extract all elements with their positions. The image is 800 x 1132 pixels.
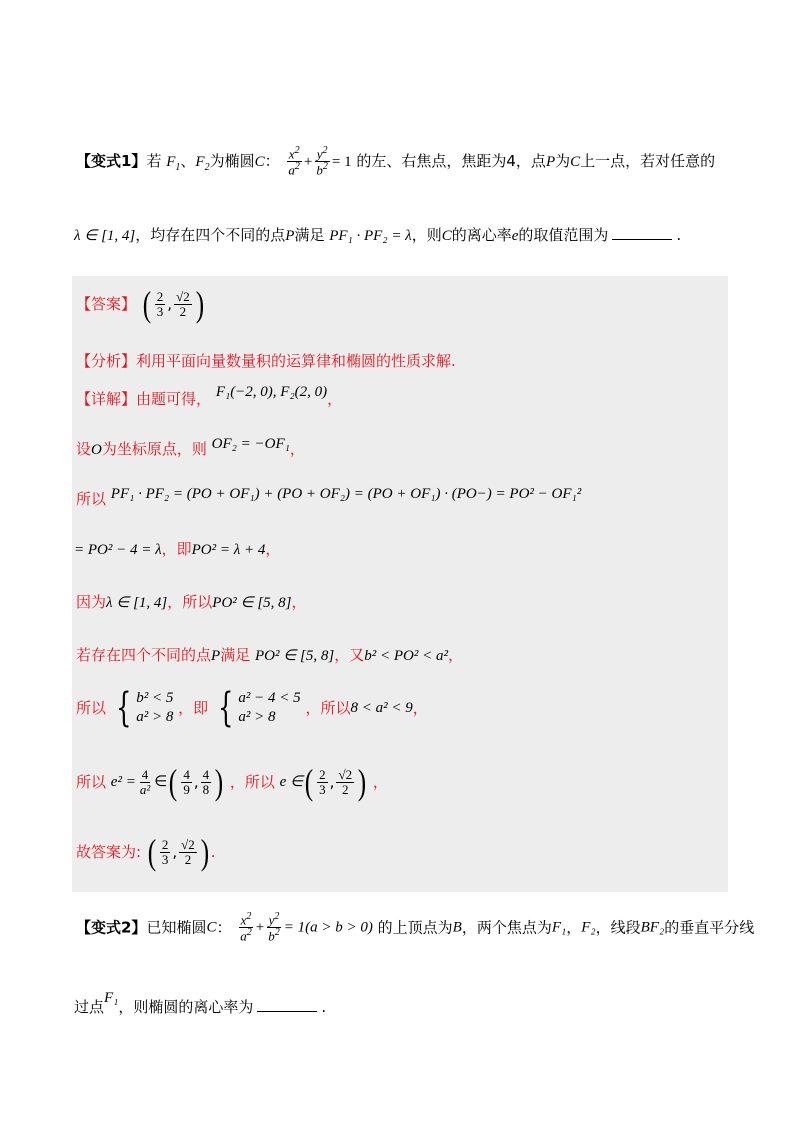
focus-f2: $F_2$: [195, 153, 210, 173]
text: 的上顶点为: [377, 918, 453, 937]
answer-line: [76, 286, 206, 322]
equation: = PO² − 4 = λ: [74, 542, 162, 558]
text: .: [321, 998, 327, 1016]
vector-equation: OF₂ = −OF₁: [211, 436, 290, 452]
point-b: B: [452, 919, 462, 936]
text: ，: [566, 918, 582, 937]
condition: (a > b > 0): [305, 919, 373, 936]
dot-product-expansion: PF₁ · PF₂ = (PO + OF₁) + (PO + OF₂) = (PO + OF₁) · (PO−) = PO² − OF₁²: [110, 486, 582, 502]
answer-blank: [257, 1010, 317, 1012]
text: ，又: [334, 646, 365, 664]
analysis-line: [76, 352, 456, 370]
variant2-line1: 【变式2】已知椭圆C： $\frac{x^2}{a^2}$ + $\frac{y^2}{b^2}$ = 1(a > b > 0) 的上顶点为B，两个焦点为F₁，F₂，线段BF₂的垂直平分线: [76, 911, 755, 944]
point-p: P: [545, 153, 556, 170]
text: .: [210, 843, 216, 861]
detail-line3: [76, 486, 582, 509]
answer-interval: ( $\frac{2}{3}$ , $\frac{√2}{2}$ ): [142, 284, 204, 324]
equation: PO² ∈ [5, 8]: [212, 595, 292, 611]
y2-over-b2: $\frac{y^2}{b^2}$: [316, 145, 328, 178]
analysis-label: 【分析】: [76, 352, 137, 370]
point-p: P: [211, 648, 221, 664]
text: ，所以: [167, 593, 213, 611]
text: ，则: [411, 226, 442, 244]
final-answer-interval: ( $\frac{2}{3}$ , $\frac{√2}{2}$ ): [147, 832, 209, 872]
text: 设: [76, 440, 92, 458]
text: 满足: [220, 646, 251, 664]
text: 所以: [76, 490, 107, 508]
equation: PO² ∈ [5, 8]: [254, 648, 335, 664]
variant2-line2: [74, 990, 327, 1017]
text: 已知椭圆: [146, 918, 207, 937]
answer-label: 【答案】: [76, 295, 137, 313]
text: .: [676, 226, 682, 244]
text: ，所以: [305, 699, 351, 717]
lambda-range: λ ∈ [1, 4]: [74, 228, 136, 244]
detail-line7: [76, 685, 428, 731]
detail-label: 【详解】: [76, 390, 137, 408]
detail-line2: [76, 436, 305, 459]
focus-f1: F₁: [104, 990, 119, 1006]
text: 若: [146, 151, 162, 170]
text: ，两个焦点为: [461, 918, 552, 937]
equation: λ ∈ [1, 4]: [106, 595, 168, 611]
dot-product-condition: PF₁ · PF₂ = λ: [329, 228, 412, 244]
point-p: P: [285, 228, 295, 244]
detail-line6: [76, 646, 463, 665]
variant2-label: 【变式2】: [76, 918, 147, 937]
text: 为椭圆: [209, 151, 255, 170]
answer-blank: [612, 238, 672, 240]
variant1-line1: 【变式1】若 $F_1$、$F_2$为椭圆C： $\frac{x^2}{a^2}$ + $\frac{y^2}{b^2}$ = 1 的左、右焦点，焦距为4，点P为C上一点，若对任意的: [76, 145, 716, 178]
text: ，即: [161, 540, 192, 558]
text: ，: [447, 646, 463, 664]
text: 、: [180, 151, 196, 170]
detail-line4: [74, 540, 280, 559]
origin-o: O: [91, 442, 102, 458]
segment-bf2: BF₂: [640, 919, 665, 936]
text: 由题可得，: [136, 390, 212, 408]
analysis-text: 利用平面向量数量积的运算律和椭圆的性质求解.: [136, 352, 456, 370]
x2-over-a2: $\frac{x^2}{a^2}$: [288, 145, 300, 178]
detail-line9: [76, 834, 216, 870]
foci-coordinates: F₁(−2, 0), F₂(2, 0): [215, 384, 328, 400]
ellipse-name: C: [441, 228, 452, 244]
text: 满足: [294, 226, 325, 244]
text: 的垂直平分线: [664, 918, 755, 937]
final-answer-label: 故答案为:: [76, 843, 142, 861]
text: 所以: [76, 699, 107, 717]
text: 的离心率: [451, 226, 512, 244]
equation: PO² = λ + 4: [191, 542, 266, 558]
detail-line1: [76, 384, 343, 409]
equation: b² < PO² < a²: [364, 648, 448, 664]
text: 所以: [76, 773, 107, 791]
system-1: { b² < 5 a² > 8: [115, 685, 174, 731]
text: ，则椭圆的离心率为: [118, 998, 254, 1016]
eccentricity-range: e ∈ ( $\frac{2}{3}$ , $\frac{√2}{2}$ ): [279, 762, 367, 802]
variant1-label: 【变式1】: [76, 151, 147, 170]
text: ，: [265, 540, 281, 558]
text: 为坐标原点，则: [101, 440, 207, 458]
text: ，: [291, 593, 307, 611]
text: 因为: [76, 593, 107, 611]
text: 为: [555, 151, 571, 170]
x2-over-a2: $\frac{x^2}{a^2}$: [240, 911, 252, 944]
eccentricity-squared-range: e² = $\frac{4}{\text{a²}}$ ∈ ( $\frac{4}{9}$ , $\frac{4}{8}$ ): [110, 762, 224, 802]
focus-f2: F₂: [581, 919, 596, 936]
text: 上一点，若对任意的: [580, 151, 716, 170]
text: ，: [412, 699, 428, 717]
ellipse-name: C: [254, 153, 265, 170]
detail-line8: [76, 764, 388, 800]
text: 的取值范围为: [518, 226, 609, 244]
equation: 8 < a² < 9: [350, 700, 413, 716]
text: ，: [327, 390, 343, 408]
y2-over-b2: $\frac{y^2}{b^2}$: [268, 911, 280, 944]
text: ，所以: [229, 773, 275, 791]
focus-f1: $F_1$: [166, 153, 181, 173]
text: ：: [264, 151, 280, 170]
text: ，即: [178, 699, 209, 717]
variant1-line2: [74, 226, 681, 245]
text: ，: [289, 440, 305, 458]
equation-rhs: = 1: [331, 153, 352, 170]
system-2: { a² − 4 < 5 a² > 8: [218, 685, 301, 731]
ellipse-name: C: [206, 919, 217, 936]
ellipse-name: C: [570, 153, 581, 170]
detail-line5: [76, 593, 307, 612]
text: ，: [372, 773, 388, 791]
text: 的左、右焦点，焦距为4，点: [356, 151, 546, 170]
text: ：: [216, 918, 232, 937]
focus-f1: F₁: [551, 919, 567, 936]
text: 若存在四个不同的点: [76, 646, 212, 664]
text: ，均存在四个不同的点: [135, 226, 286, 244]
eccentricity-symbol: e: [511, 228, 519, 244]
equation-rhs: = 1: [283, 919, 306, 936]
text: ，线段: [595, 918, 641, 937]
text: 过点: [74, 998, 105, 1016]
